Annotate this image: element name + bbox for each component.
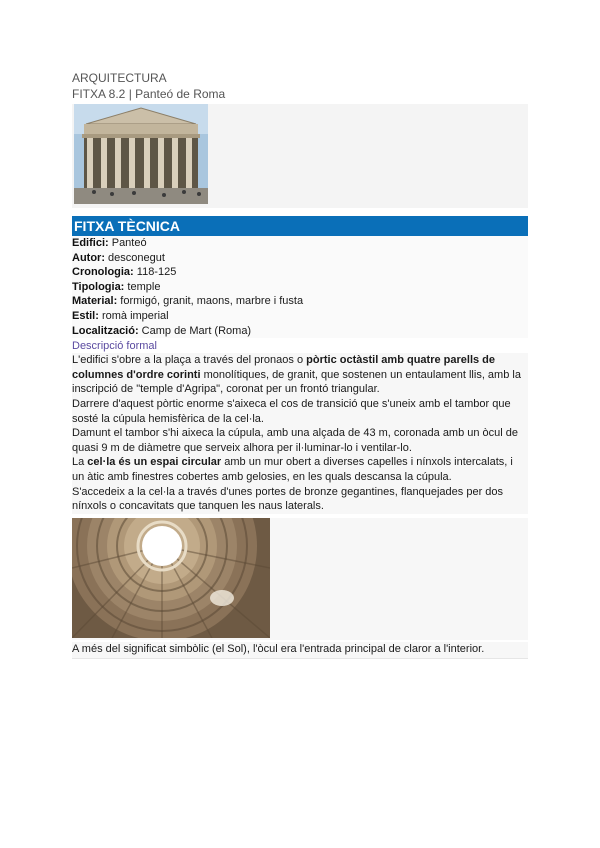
field-label: Localització: — [72, 324, 139, 337]
field-style — [72, 309, 528, 324]
field-value: romà imperial — [98, 309, 169, 322]
field-value: temple — [124, 280, 161, 293]
field-material — [72, 294, 528, 309]
text-run: amb un mur obert a diverses capelles i nínxols intercalats, i un àtic amb finestres cobertes amb gelosies, en les quals descansa la cúpula. — [72, 456, 513, 483]
field-label: Tipologia: — [72, 280, 125, 293]
description-paragraph-2: Darrere d'aquest pòrtic enorme s'aixeca el cos de transició que s'uneix amb el tambor que sosté la cúpula hemisfèrica de la cel·la. — [72, 397, 528, 426]
description-paragraph-1 — [72, 353, 528, 397]
field-label: Estil: — [72, 309, 99, 322]
field-value: desconegut — [105, 251, 165, 264]
tech-sheet-fields — [72, 236, 528, 338]
field-author — [72, 251, 528, 266]
field-value: Camp de Mart (Roma) — [138, 324, 252, 337]
description-heading: Descripció formal — [72, 340, 157, 353]
field-location — [72, 324, 528, 339]
field-label: Material: — [72, 295, 118, 308]
text-run: L'edifici s'obre a la plaça a través del pronaos o — [72, 354, 307, 367]
description-paragraph-3: Damunt el tambor s'hi aixeca la cúpula, amb una alçada de 43 m, coronada amb un òcul de quasi 9 m de diàmetre que serveix alhora per il·luminar-lo i ventilar-lo. — [72, 426, 528, 455]
text-run-bold: cel·la és un espai circular — [87, 456, 222, 469]
document-page — [72, 70, 528, 659]
dome-interior-image-band — [72, 518, 528, 640]
field-value: Panteó — [108, 237, 147, 249]
field-building — [72, 236, 528, 251]
field-chronology — [72, 265, 528, 280]
section-label: ARQUITECTURA — [72, 71, 167, 85]
tech-sheet-title: FITXA TÈCNICA — [72, 216, 528, 236]
description-paragraph-4 — [72, 455, 528, 484]
field-typology — [72, 280, 528, 295]
text-run: La — [72, 456, 88, 469]
description-paragraph-5: S'accedeix a la cel·la a través d'unes portes de bronze gegantines, flanquejades per dos nínxols o concavitats que tanquen les naus laterals. — [72, 485, 528, 514]
pantheon-facade-image-band — [72, 104, 528, 208]
pantheon-facade-image — [74, 104, 208, 204]
sheet-subtitle: FITXA 8.2 | Panteó de Roma — [72, 87, 226, 101]
field-value: formigó, granit, maons, marbre i fusta — [117, 295, 304, 308]
image-caption: A més del significat simbòlic (el Sol), l'òcul era l'entrada principal de claror a l'interior. — [72, 642, 528, 660]
dome-oculus-image — [72, 518, 270, 638]
field-label: Autor: — [72, 251, 105, 264]
text-run-bold: pòrtic octàstil amb quatre parells de columnes d'ordre corinti — [72, 354, 496, 381]
text-run: monolítiques, de granit, que sostenen un entaulament llis, amb la inscripció de "temple d'Agripa", coronat per un frontó triangular. — [72, 368, 521, 396]
field-value: 118-125 — [133, 266, 177, 279]
field-label: Edifici: — [72, 237, 109, 249]
field-label: Cronologia: — [72, 266, 134, 279]
